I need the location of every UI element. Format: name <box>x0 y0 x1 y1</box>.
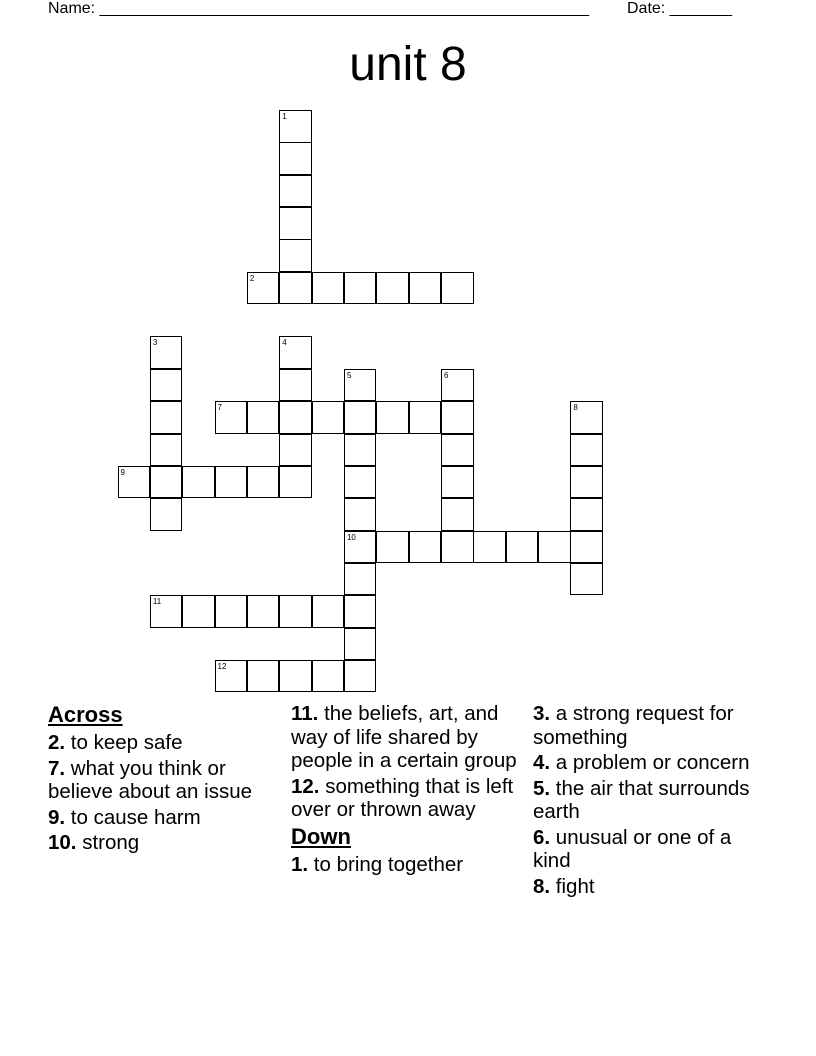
grid-cell[interactable] <box>312 595 345 628</box>
clue-number: 9 <box>120 467 125 477</box>
grid-cell[interactable] <box>441 531 474 564</box>
clue-number: 10 <box>346 532 356 542</box>
grid-cell[interactable] <box>182 466 215 499</box>
grid-cell[interactable] <box>344 466 377 499</box>
grid-cell[interactable] <box>441 401 474 434</box>
grid-cell[interactable] <box>570 434 603 467</box>
grid-cell[interactable] <box>344 272 377 305</box>
grid-cell[interactable] <box>150 498 183 531</box>
clue-column-2 <box>291 702 531 878</box>
grid-cell[interactable] <box>344 369 377 402</box>
grid-cell[interactable] <box>344 531 377 564</box>
clue-across-12: 12. something that is left over or thrown away <box>291 774 514 821</box>
grid-cell[interactable] <box>538 531 571 564</box>
clue-number: 5 <box>346 370 352 380</box>
name-field[interactable]: Name: _______________________________________________________ <box>48 0 589 17</box>
clue-number: 2 <box>249 273 255 283</box>
grid-cell[interactable] <box>344 595 377 628</box>
clue-number: 7 <box>217 403 222 413</box>
grid-cell[interactable] <box>150 336 183 369</box>
grid-cell[interactable] <box>279 401 312 434</box>
grid-cell[interactable] <box>570 498 603 531</box>
grid-cell[interactable] <box>376 401 409 434</box>
grid-cell[interactable] <box>312 272 345 305</box>
grid-cell[interactable] <box>441 498 474 531</box>
grid-cell[interactable] <box>215 401 248 434</box>
clue-across-2: 2. to keep safe <box>48 731 183 754</box>
clue-number: 4 <box>282 338 287 348</box>
clue-across-9: 9. to cause harm <box>48 805 201 829</box>
grid-cell[interactable] <box>247 401 280 434</box>
grid-cell[interactable] <box>247 272 280 305</box>
grid-cell[interactable] <box>473 531 506 564</box>
grid-cell[interactable] <box>150 466 183 499</box>
grid-cell[interactable] <box>279 466 312 499</box>
grid-cell[interactable] <box>279 175 312 208</box>
clue-down-1: 1. to bring together <box>291 852 464 876</box>
puzzle-title: unit 8 <box>349 38 467 91</box>
grid-cell[interactable] <box>279 110 312 143</box>
grid-cell[interactable] <box>150 434 183 467</box>
grid-cell[interactable] <box>409 531 442 564</box>
clue-across-10: 10. strong <box>48 831 140 854</box>
grid-cell[interactable] <box>409 401 442 434</box>
grid-cell[interactable] <box>150 369 183 402</box>
grid-cell[interactable] <box>570 531 603 564</box>
grid-cell[interactable] <box>247 660 280 693</box>
grid-cell[interactable] <box>215 595 248 628</box>
grid-cell[interactable] <box>215 660 248 693</box>
grid-cell[interactable] <box>376 272 409 305</box>
across-heading: Across <box>48 702 123 727</box>
grid-cell[interactable] <box>118 466 151 499</box>
grid-cell[interactable] <box>506 531 539 564</box>
grid-cell[interactable] <box>279 595 312 628</box>
grid-cell[interactable] <box>344 434 377 467</box>
grid-cell[interactable] <box>344 563 377 596</box>
grid-cell[interactable] <box>279 660 312 693</box>
clue-column-3 <box>533 702 773 900</box>
clue-down-3: 3. a strong request for something <box>533 702 734 749</box>
grid-cell[interactable] <box>279 239 312 272</box>
grid-cell[interactable] <box>344 401 377 434</box>
grid-cell[interactable] <box>279 207 312 240</box>
grid-cell[interactable] <box>441 272 474 305</box>
grid-cell[interactable] <box>279 434 312 467</box>
grid-cell[interactable] <box>570 401 603 434</box>
grid-cell[interactable] <box>247 466 280 499</box>
grid-cell[interactable] <box>570 563 603 596</box>
clue-number: 11 <box>152 597 162 607</box>
grid-cell[interactable] <box>441 369 474 402</box>
grid-cell[interactable] <box>312 401 345 434</box>
grid-cell[interactable] <box>150 595 183 628</box>
grid-cell[interactable] <box>150 401 183 434</box>
grid-cell[interactable] <box>279 336 312 369</box>
clue-number: 1 <box>282 112 287 121</box>
grid-cell[interactable] <box>247 595 280 628</box>
clue-number: 12 <box>217 661 227 671</box>
grid-cell[interactable] <box>441 434 474 467</box>
grid-cell[interactable] <box>344 628 377 661</box>
grid-cell[interactable] <box>312 660 345 693</box>
clue-number: 8 <box>573 403 578 413</box>
grid-cell[interactable] <box>215 466 248 499</box>
grid-cell[interactable] <box>279 272 312 305</box>
clue-number: 3 <box>152 338 158 348</box>
grid-cell[interactable] <box>409 272 442 305</box>
date-field[interactable]: Date: _______ <box>627 0 732 17</box>
clue-column-1 <box>48 702 288 857</box>
grid-cell[interactable] <box>182 595 215 628</box>
clue-across-7: 7. what you think or believe about an issue <box>48 756 253 803</box>
clue-down-4: 4. a problem or concern <box>533 751 750 774</box>
down-heading: Down <box>291 823 351 849</box>
clue-down-8: 8. fight <box>533 874 595 898</box>
clue-number: 6 <box>444 370 449 380</box>
clue-down-6: 6. unusual or one of a kind <box>533 825 732 872</box>
clue-across-11: 11. the beliefs, art, and way of life shared by people in a certain group <box>291 702 517 772</box>
grid-cell[interactable] <box>441 466 474 499</box>
grid-cell[interactable] <box>279 142 312 175</box>
grid-cell[interactable] <box>376 531 409 564</box>
grid-cell[interactable] <box>570 466 603 499</box>
grid-cell[interactable] <box>279 369 312 402</box>
clue-down-5: 5. the air that surrounds earth <box>533 776 750 823</box>
grid-cell[interactable] <box>344 660 377 693</box>
grid-cell[interactable] <box>344 498 377 531</box>
